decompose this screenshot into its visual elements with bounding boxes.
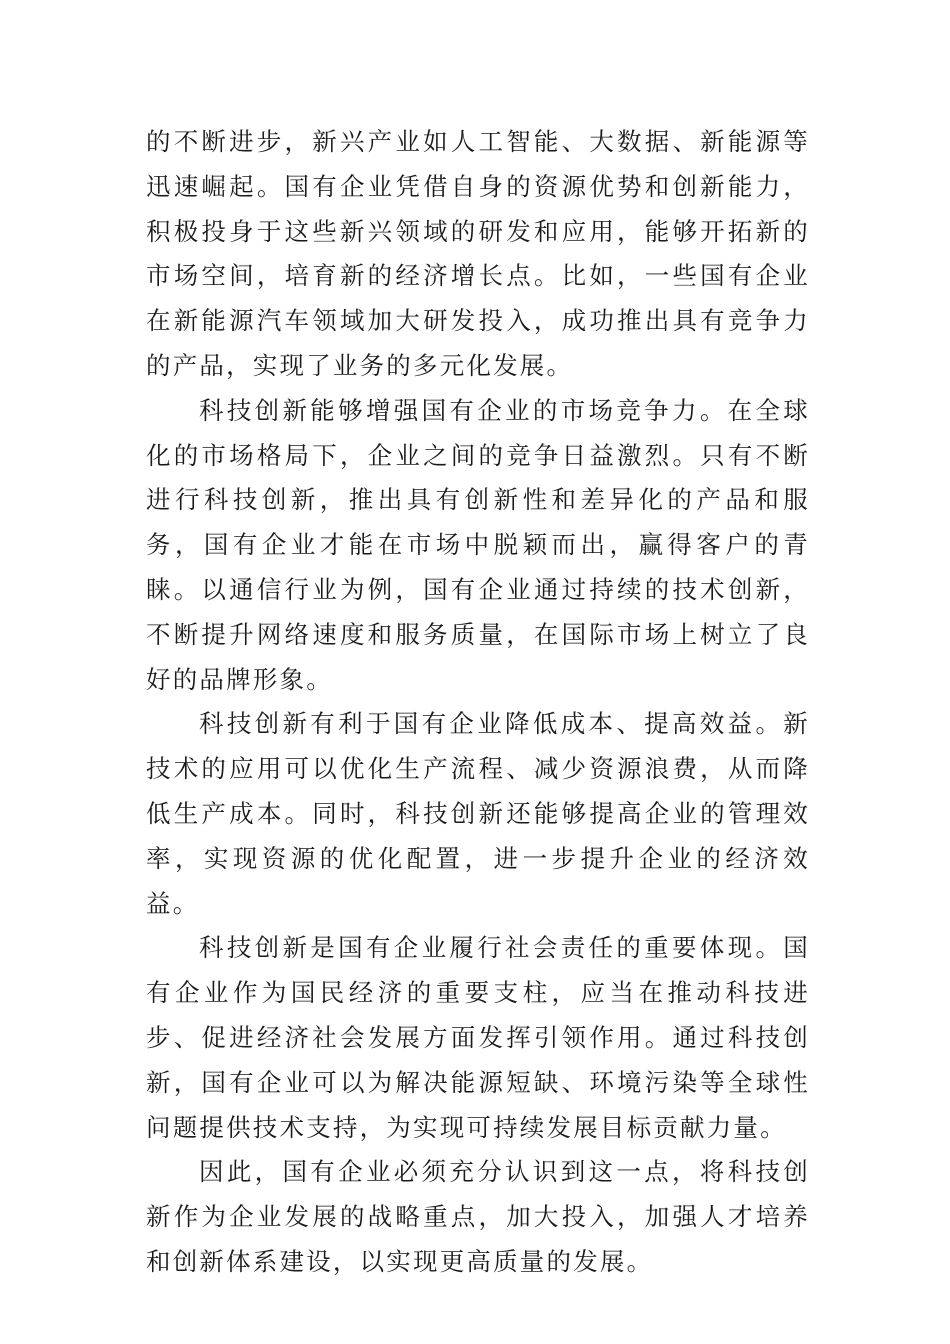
document-page: [146, 120, 810, 1285]
paragraph-cost-efficiency: 科技创新有利于国有企业降低成本、提高效益。新技术的应用可以优化生产流程、减少资源浪费，从而降低生产成本。同时，科技创新还能够提高企业的管理效率，实现资源的优化配置，进一步提升企业的经济效益。: [146, 709, 810, 918]
paragraph-conclusion: 因此，国有企业必须充分认识到这一点，将科技创新作为企业发展的战略重点，加大投入，加强人才培养和创新体系建设，以实现更高质量的发展。: [146, 1157, 810, 1276]
paragraph-market-competitiveness: 科技创新能够增强国有企业的市场竞争力。在全球化的市场格局下，企业之间的竞争日益激烈。只有不断进行科技创新，推出具有创新性和差异化的产品和服务，国有企业才能在市场中脱颖而出，赢得客户的青睐。以通信行业为例，国有企业通过持续的技术创新，不断提升网络速度和服务质量，在国际市场上树立了良好的品牌形象。: [146, 395, 810, 694]
paragraph-continuation: 的不断进步，新兴产业如人工智能、大数据、新能源等迅速崛起。国有企业凭借自身的资源优势和创新能力，积极投身于这些新兴领域的研发和应用，能够开拓新的市场空间，培育新的经济增长点。比如，一些国有企业在新能源汽车领域加大研发投入，成功推出具有竞争力的产品，实现了业务的多元化发展。: [146, 127, 810, 380]
paragraph-social-responsibility: 科技创新是国有企业履行社会责任的重要体现。国有企业作为国民经济的重要支柱，应当在推动科技进步、促进经济社会发展方面发挥引领作用。通过科技创新，国有企业可以为解决能源短缺、环境污染等全球性问题提供技术支持，为实现可持续发展目标贡献力量。: [146, 933, 810, 1142]
